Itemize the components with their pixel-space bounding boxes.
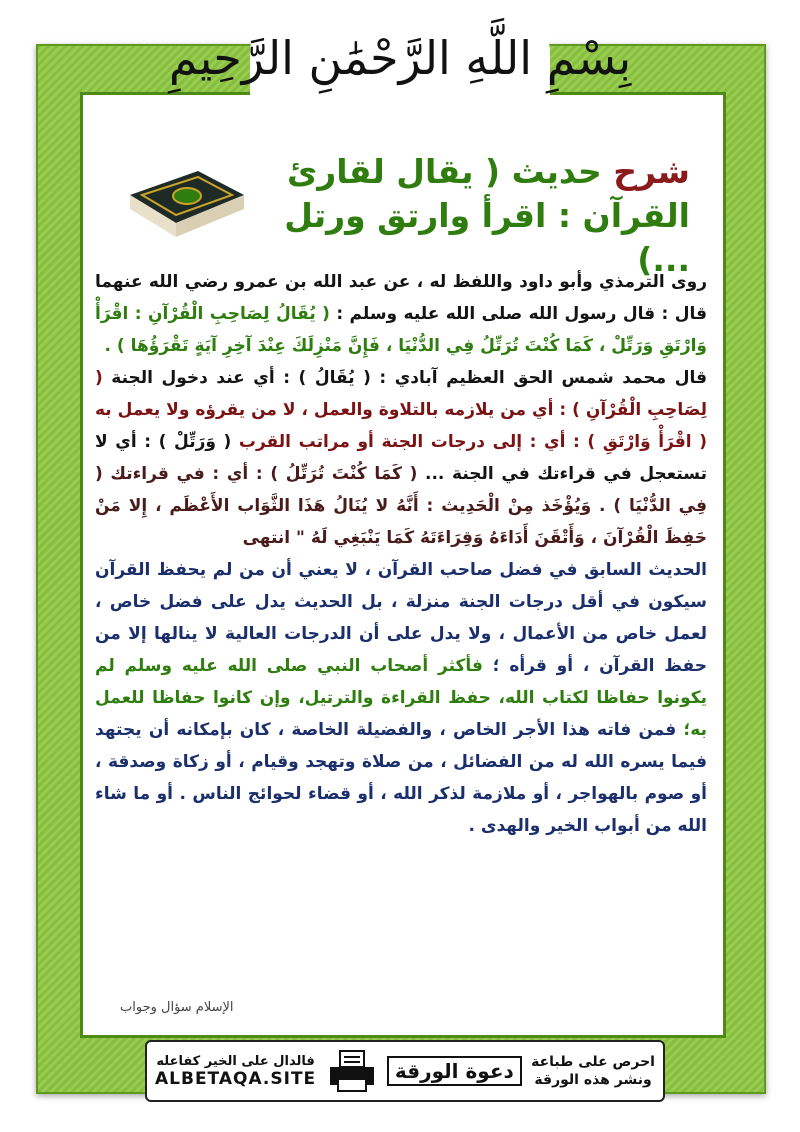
- footer-note-line2: ونشر هذه الورقة: [534, 1072, 652, 1088]
- title-line1-rest: ( يقال لقارئ: [287, 152, 501, 191]
- footer-note-line1: احرص على طباعة: [531, 1054, 655, 1070]
- paragraph-hadith: [95, 266, 707, 362]
- commentary-virtues: فمن فاته هذا الأجر الخاص ، والفضيلة الخاصة ، كان بإمكانه أن يجتهد فيما يسره الله له من الفضائل ، من صلاة وتهجد وقيام ، أو زكاة وصدقة ، أو صوم بالهواجر ، أو ملازمة لذكر الله ، أو قضاء لحوائج الناس . أو ما شاء الله من أبواب الخير والهدى .: [95, 720, 707, 836]
- commentary-main: الحديث السابق في فضل صاحب القرآن ، لا يعني أن من لم يحفظ القرآن سيكون في أقل درجات الجنة منزلة ، بل الحديث يدل على فضل خاص ، لعمل خاص من الأعمال ، ولا يدل على أن الدرجات العالية لا ينالها إلا من حفظ القرآن ، أو قرأه ؛: [95, 560, 708, 676]
- paragraph-explanation: [95, 362, 707, 554]
- paragraph-commentary: [95, 554, 707, 842]
- title-line2-rest: : اقرأ وارتق ورتل ...): [284, 196, 690, 279]
- footer-site-link[interactable]: ALBETAQA.SITE: [155, 1068, 317, 1089]
- title-word-quran: القرآن: [582, 196, 690, 235]
- hadith-text: ( يُقَالُ لِصَاحِبِ الْقُرْآنِ : اقْرَأْ وَارْتَقِ وَرَتِّلْ ، كَمَا كُنْتَ تُرَتِّلُ فِي الدُّنْيَا ، فَإِنَّ مَنْزِلَكَ عِنْدَ آخِرِ آيَةٍ تَقْرَؤُهَا ) .: [95, 304, 707, 356]
- article-body: [95, 266, 707, 842]
- explanation-tarteel: ( وَرَتِّلْ ) : أي لا تستعجل في قراءتك في الجنة ...: [95, 432, 707, 484]
- footer-banner: [145, 1040, 665, 1102]
- commentary-companions: فأكثر أصحاب النبي صلى الله عليه وسلم لم يكونوا حفاظا لكتاب الله، حفظ القراءة والترتيل، وإن كانوا حفاظا للعمل به؛: [95, 656, 707, 740]
- explanation-intro: قال محمد شمس الحق العظيم آبادي : ( يُقَالُ ) : أي عند دخول الجنة: [102, 368, 707, 388]
- bismillah-header: [0, 0, 800, 115]
- hadith-intro: روى الترمذي وأبو داود واللفظ له ، عن عبد الله بن عمرو رضي الله عنهما قال : قال رسول الله صلى الله عليه وسلم :: [95, 272, 707, 324]
- explanation-companion: ( لِصَاحِبِ الْقُرْآنِ ) : أي من يلازمه بالتلاوة والعمل ، لا من يقرؤه ولا يعمل به: [95, 368, 707, 420]
- title-word-hadith: حديث: [511, 152, 602, 191]
- title-word-sharh: شرح: [613, 152, 690, 191]
- footer-print-note: [531, 1053, 655, 1089]
- explanation-recite: ( اقْرَأْ وَارْتَقِ ) : أي : إلى درجات الجنة أو مراتب القرب: [231, 432, 707, 452]
- dawah-logo: دعوة الورقة: [387, 1056, 522, 1086]
- explanation-conclusion: ( كَمَا كُنْتَ تُرَتِّلُ ) : أي : في قراءتك ( فِي الدُّنْيَا ) . وَيُؤْخَذ مِنْ الْحَدِيث : أَنَّهُ لا يُنَالُ هَذَا الثَّوَاب الأَعْظَم ، إِلا مَنْ حَفِظَ الْقُرْآنَ ، وَأَتْقَنَ أَدَاءَهُ وَقِرَاءَتَهُ كَمَا يَنْبَغِي لَهُ " انتهى: [95, 464, 707, 548]
- quran-book-icon: [120, 165, 248, 243]
- printer-icon: [326, 1049, 378, 1093]
- page-title: [270, 150, 690, 282]
- source-credit: الإسلام سؤال وجواب: [120, 1000, 234, 1015]
- footer-site-block: [155, 1054, 316, 1089]
- footer-tagline: فالدال على الخير كفاعله: [156, 1053, 315, 1069]
- bismillah-calligraphy: بِسْمِ اللَّهِ الرَّحْمَٰنِ الرَّحِيمِ: [168, 30, 632, 85]
